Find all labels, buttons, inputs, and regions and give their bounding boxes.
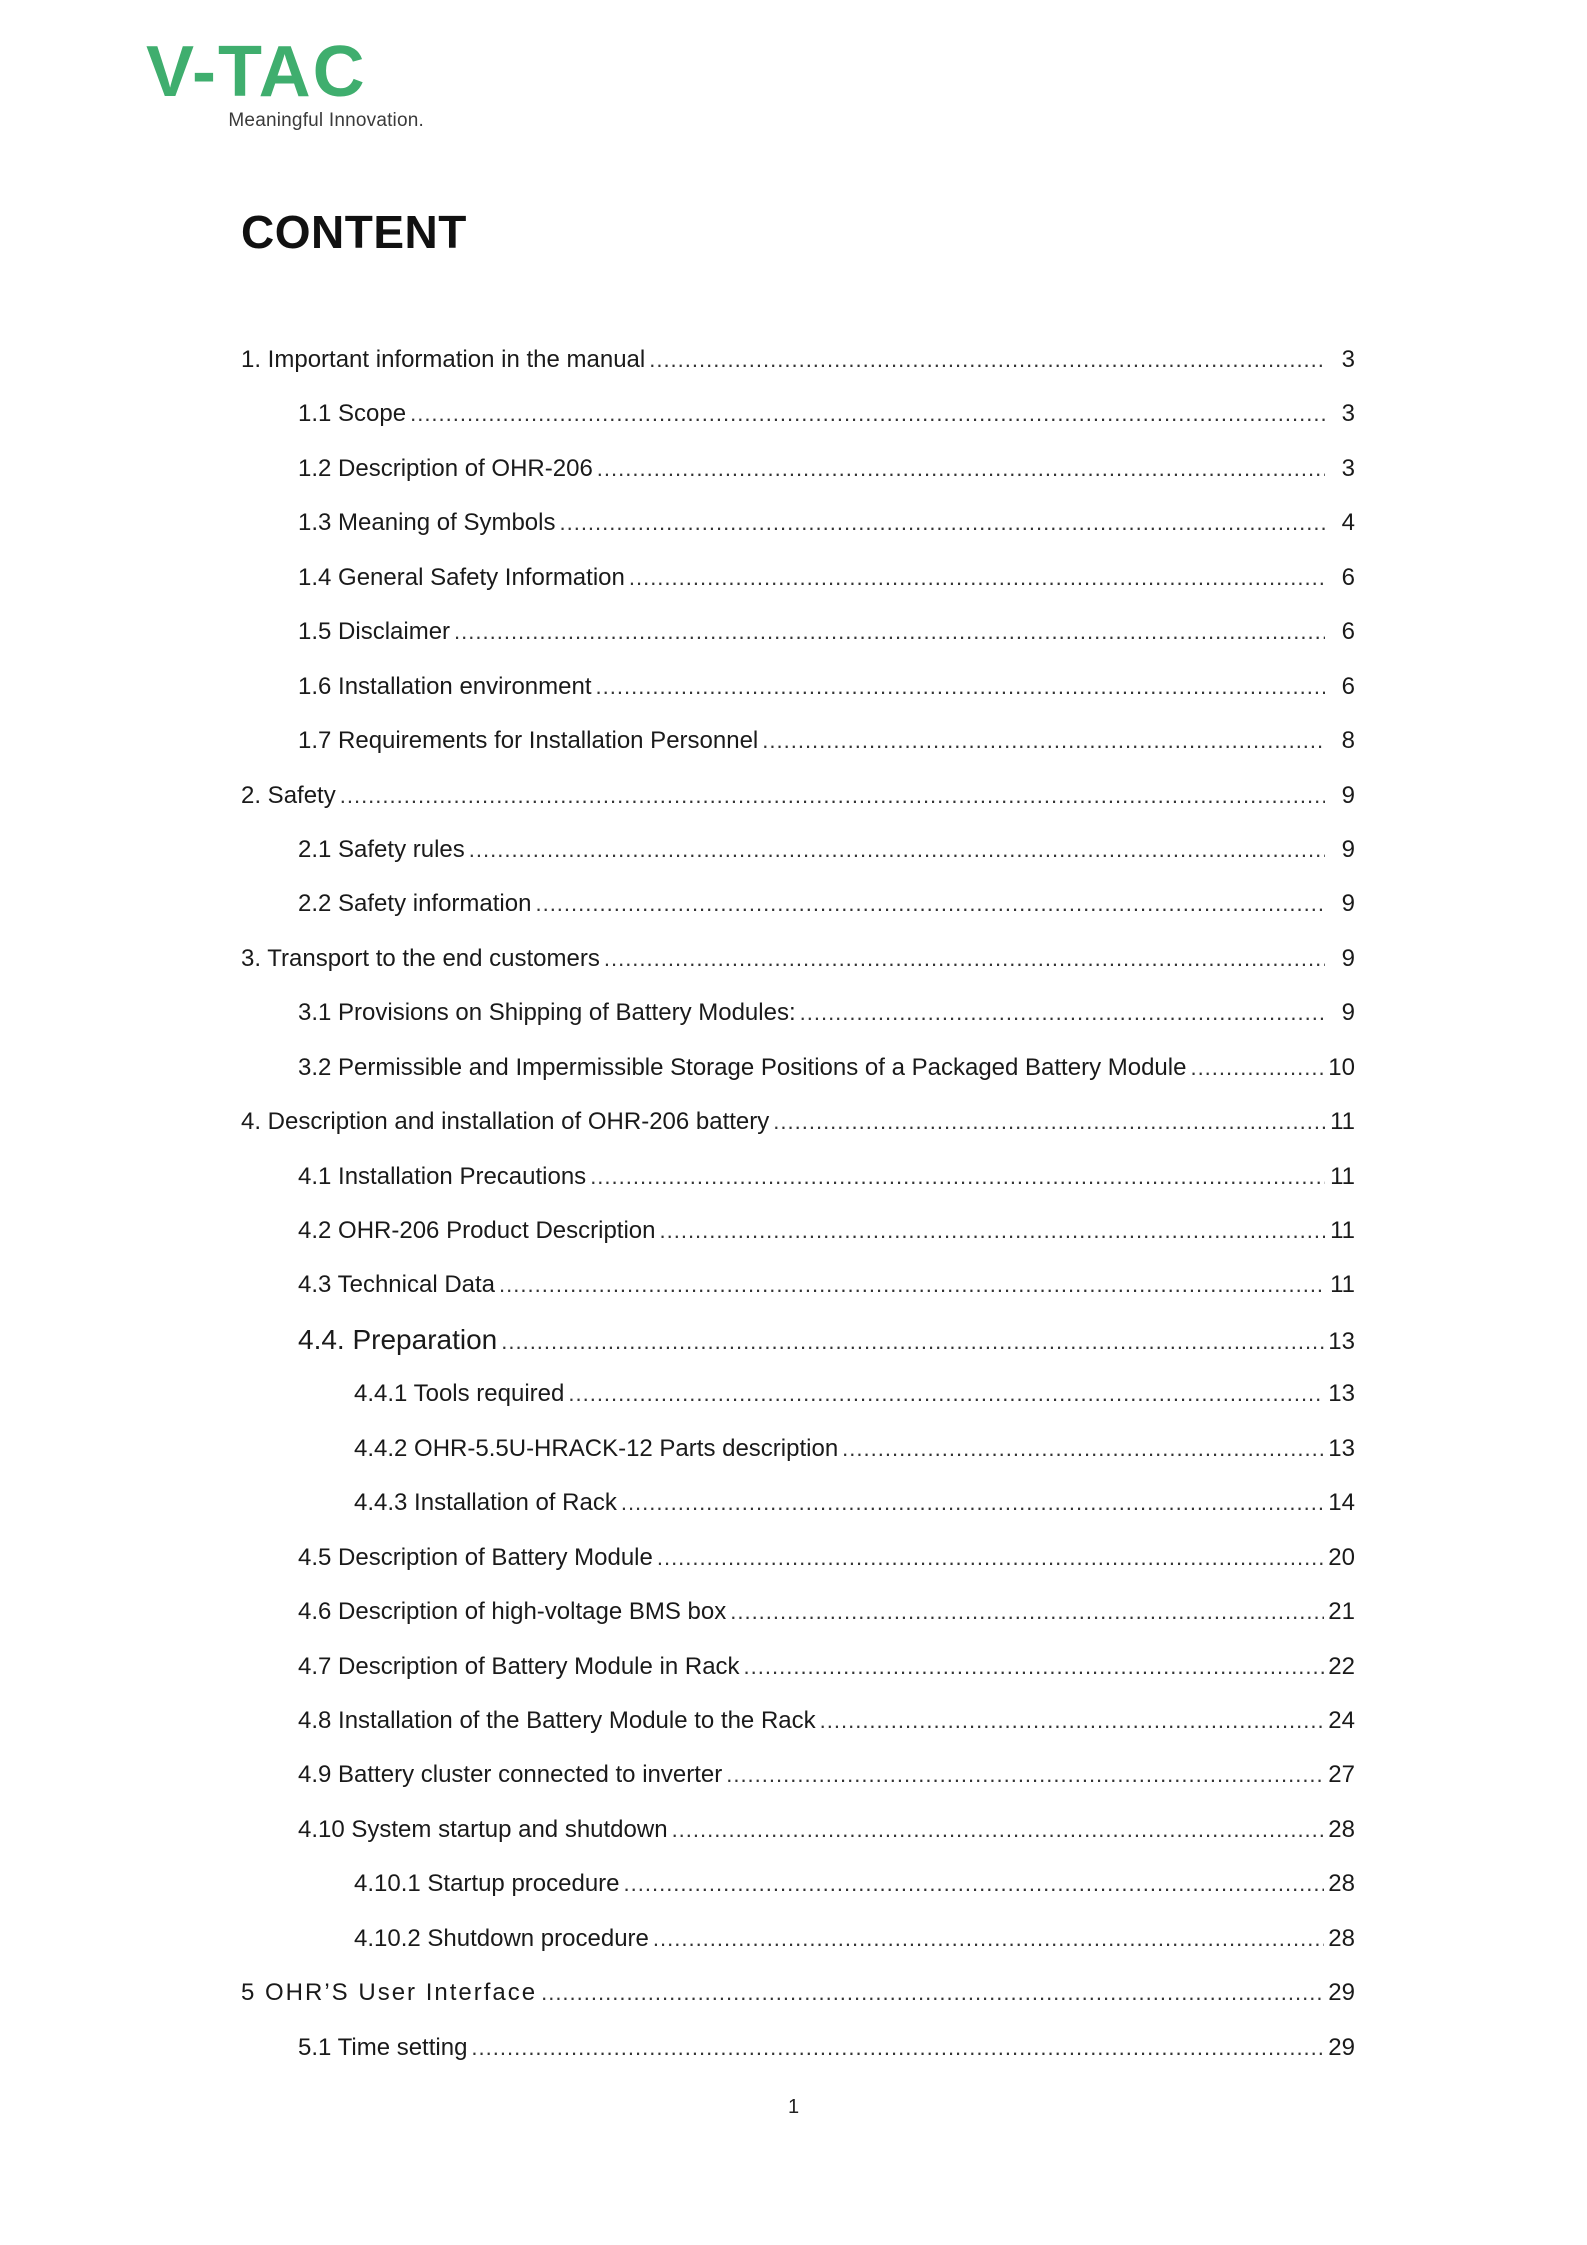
toc-entry[interactable] (241, 1258, 1355, 1312)
dot-leader (590, 1150, 1325, 1204)
toc-entry-row (298, 2021, 1355, 2075)
toc-entry-row (298, 551, 1355, 605)
toc-entry-row (298, 1313, 1355, 1369)
toc-entry-page: 13 (1328, 1380, 1355, 1408)
toc-entry[interactable] (241, 823, 1355, 877)
toc-entry-row (298, 1150, 1355, 1204)
toc-entry-title: 1.1 Scope (298, 387, 410, 441)
toc-entry-title: 1. Important information in the manual (241, 333, 649, 387)
dot-leader (730, 1585, 1324, 1639)
toc-entry-title: 4.8 Installation of the Battery Module to the Rack (298, 1694, 820, 1748)
toc-entry[interactable] (241, 769, 1355, 823)
toc-entry-page: 24 (1328, 1706, 1355, 1734)
dot-leader (657, 1531, 1324, 1585)
toc-entry[interactable] (241, 1748, 1355, 1802)
toc-entry-title: 5 OHR’S User Interface (241, 1966, 541, 2020)
toc-entry-page: 10 (1328, 1053, 1355, 1081)
toc-entry-title: 1.7 Requirements for Installation Personnel (298, 714, 762, 768)
dot-leader (842, 1422, 1324, 1476)
toc-entry-title: 4.4.2 OHR-5.5U-HRACK-12 Parts description (354, 1422, 842, 1476)
toc-entry-page: 6 (1341, 563, 1355, 591)
brand-logo (146, 40, 431, 136)
toc-entry-page: 29 (1328, 2033, 1355, 2061)
dot-leader (672, 1803, 1325, 1857)
toc-entry[interactable] (241, 496, 1355, 550)
dot-leader (653, 1912, 1324, 1966)
toc-entry-page: 20 (1328, 1543, 1355, 1571)
dot-leader (559, 496, 1325, 550)
toc-entry[interactable] (241, 1367, 1355, 1421)
toc-entry[interactable] (241, 1041, 1355, 1095)
toc-entry-title: 4.2 OHR-206 Product Description (298, 1204, 660, 1258)
toc-entry-title: 1.3 Meaning of Symbols (298, 496, 559, 550)
toc-entry-page: 27 (1328, 1761, 1355, 1789)
toc-entry-title: 4.4. Preparation (298, 1313, 501, 1367)
toc-entry-title: 4.6 Description of high-voltage BMS box (298, 1585, 730, 1639)
toc-entry-page: 14 (1328, 1489, 1355, 1517)
toc-entry-page: 9 (1341, 999, 1355, 1027)
dot-leader (596, 660, 1325, 714)
toc-entry-page: 6 (1341, 672, 1355, 700)
toc-entry-row (354, 1857, 1355, 1911)
toc-entry-title: 4.3 Technical Data (298, 1258, 499, 1312)
dot-leader (744, 1640, 1325, 1694)
toc-entry-row (298, 1041, 1355, 1095)
toc-entry-title: 4.10 System startup and shutdown (298, 1803, 672, 1857)
toc-entry-title: 1.5 Disclaimer (298, 605, 454, 659)
toc-entry-row (298, 442, 1355, 496)
toc-entry-title: 3. Transport to the end customers (241, 932, 604, 986)
dot-leader (726, 1748, 1324, 1802)
toc-entry-row (298, 1204, 1355, 1258)
toc-entry-title: 4.10.2 Shutdown procedure (354, 1912, 653, 1966)
toc-entry-row (298, 387, 1355, 441)
toc-entry-title: 2.1 Safety rules (298, 823, 469, 877)
toc-entry[interactable] (241, 1857, 1355, 1911)
toc-entry-title: 1.6 Installation environment (298, 660, 596, 714)
toc-entry-title: 1.4 General Safety Information (298, 551, 629, 605)
toc-entry-page: 28 (1328, 1815, 1355, 1843)
toc-entry-title: 1.2 Description of OHR-206 (298, 442, 597, 496)
toc-entry-page: 9 (1341, 781, 1355, 809)
toc-entry-row (298, 1640, 1355, 1694)
toc-entry-title: 4. Description and installation of OHR-206 battery (241, 1095, 773, 1149)
toc-entry-page: 28 (1328, 1870, 1355, 1898)
toc-entry-title: 4.4.3 Installation of Rack (354, 1476, 621, 1530)
dot-leader (604, 932, 1325, 986)
dot-leader (820, 1694, 1325, 1748)
toc-entry-title: 4.10.1 Startup procedure (354, 1857, 624, 1911)
toc-entry-page: 6 (1341, 618, 1355, 646)
toc-entry-row (241, 333, 1355, 387)
toc-entry[interactable] (241, 1912, 1355, 1966)
toc-entry-row (354, 1912, 1355, 1966)
toc-entry[interactable] (241, 1422, 1355, 1476)
toc-entry[interactable] (241, 1313, 1355, 1367)
toc-entry-title: 3.2 Permissible and Impermissible Storage Positions of a Packaged Battery Module (298, 1041, 1190, 1095)
dot-leader (499, 1258, 1325, 1312)
toc-entry-page: 11 (1330, 1162, 1355, 1190)
toc-entry-row (241, 932, 1355, 986)
toc-entry[interactable] (241, 1803, 1355, 1857)
dot-leader (660, 1204, 1326, 1258)
toc-entry-page: 3 (1341, 346, 1355, 373)
dot-leader (469, 823, 1325, 877)
toc-entry[interactable] (241, 660, 1355, 714)
toc-entry[interactable] (241, 1150, 1355, 1204)
toc-entry-page: 11 (1330, 1108, 1355, 1136)
toc-entry-title: 4.7 Description of Battery Module in Rack (298, 1640, 744, 1694)
toc-entry-page: 8 (1341, 727, 1355, 755)
toc-entry-title: 2.2 Safety information (298, 877, 535, 931)
toc-entry-page: 9 (1341, 835, 1355, 863)
toc-entry-page: 22 (1328, 1652, 1355, 1680)
toc-entry-row (298, 1531, 1355, 1585)
toc-entry[interactable] (241, 1476, 1355, 1530)
toc-entry[interactable] (241, 2021, 1355, 2075)
toc-entry[interactable] (241, 877, 1355, 931)
toc-entry[interactable] (241, 1204, 1355, 1258)
dot-leader (535, 877, 1325, 931)
toc-entry-row (298, 496, 1355, 550)
toc-entry[interactable] (241, 333, 1355, 387)
toc-entry-row (298, 986, 1355, 1040)
toc-entry-page: 11 (1330, 1271, 1355, 1299)
dot-leader (454, 605, 1325, 659)
toc-entry-row (241, 1095, 1355, 1149)
toc-entry-row (298, 1748, 1355, 1802)
toc-entry-row (298, 823, 1355, 877)
toc-entry-title: 4.1 Installation Precautions (298, 1150, 590, 1204)
toc-entry-title: 3.1 Provisions on Shipping of Battery Modules: (298, 986, 800, 1040)
dot-leader (773, 1095, 1325, 1149)
toc-entry-page: 13 (1328, 1434, 1355, 1462)
toc-entry-row (354, 1422, 1355, 1476)
logo-wordmark: V-TAC (146, 40, 367, 102)
dot-leader (471, 2021, 1324, 2075)
toc-entry-row (298, 1585, 1355, 1639)
toc-entry-page: 28 (1328, 1924, 1355, 1952)
dot-leader (649, 333, 1325, 387)
toc-entry[interactable] (241, 1694, 1355, 1748)
toc-entry-page: 21 (1328, 1598, 1355, 1626)
toc-entry[interactable] (241, 986, 1355, 1040)
toc-entry[interactable] (241, 1966, 1355, 2020)
toc-entry[interactable] (241, 442, 1355, 496)
dot-leader (800, 986, 1325, 1040)
toc-entry-page: 4 (1341, 509, 1355, 537)
page-number: 1 (787, 2096, 800, 2118)
toc-entry[interactable] (241, 1095, 1355, 1149)
toc-entry-page: 13 (1328, 1327, 1355, 1355)
toc-entry-page: 3 (1341, 400, 1355, 428)
toc-entry-row (298, 877, 1355, 931)
toc-entry-row (354, 1476, 1355, 1530)
dot-leader (501, 1315, 1324, 1369)
dot-leader (568, 1367, 1324, 1421)
dot-leader (624, 1857, 1325, 1911)
dot-leader (410, 387, 1325, 441)
toc-entry-page: 29 (1328, 1979, 1355, 2007)
toc-entry-row (298, 1694, 1355, 1748)
v-tac-logo-mark (146, 40, 431, 102)
toc-entry[interactable] (241, 932, 1355, 986)
toc-entry-title: 4.4.1 Tools required (354, 1367, 568, 1421)
toc-entry[interactable] (241, 1585, 1355, 1639)
dot-leader (541, 1966, 1324, 2020)
dot-leader (621, 1476, 1324, 1530)
toc-entry-title: 5.1 Time setting (298, 2021, 471, 2075)
toc-entry[interactable] (241, 1531, 1355, 1585)
toc-entry-page: 9 (1341, 944, 1355, 972)
toc-entry-row (298, 605, 1355, 659)
dot-leader (629, 551, 1325, 605)
toc-entry[interactable] (241, 714, 1355, 768)
toc-entry-row (298, 1258, 1355, 1312)
dot-leader (597, 442, 1325, 496)
toc-entry-page: 11 (1330, 1217, 1355, 1244)
toc-entry-page: 9 (1341, 890, 1355, 918)
toc-entry-page: 3 (1341, 454, 1355, 482)
toc-entry-row (298, 1803, 1355, 1857)
toc-entry[interactable] (241, 551, 1355, 605)
dot-leader (340, 769, 1325, 823)
dot-leader (1190, 1041, 1324, 1095)
toc-entry[interactable] (241, 1640, 1355, 1694)
table-of-contents (241, 333, 1355, 2075)
toc-entry-title: 4.5 Description of Battery Module (298, 1531, 657, 1585)
toc-entry-title: 2. Safety (241, 769, 340, 823)
page-title: CONTENT (241, 206, 467, 258)
toc-entry-row (354, 1367, 1355, 1421)
toc-entry-row (241, 769, 1355, 823)
dot-leader (762, 714, 1325, 768)
toc-entry-row (298, 660, 1355, 714)
toc-entry-row (298, 714, 1355, 768)
toc-entry-title: 4.9 Battery cluster connected to inverter (298, 1748, 726, 1802)
logo-tagline: Meaningful Innovation. (228, 110, 424, 131)
toc-entry-row (241, 1966, 1355, 2020)
toc-entry[interactable] (241, 605, 1355, 659)
toc-entry[interactable] (241, 387, 1355, 441)
